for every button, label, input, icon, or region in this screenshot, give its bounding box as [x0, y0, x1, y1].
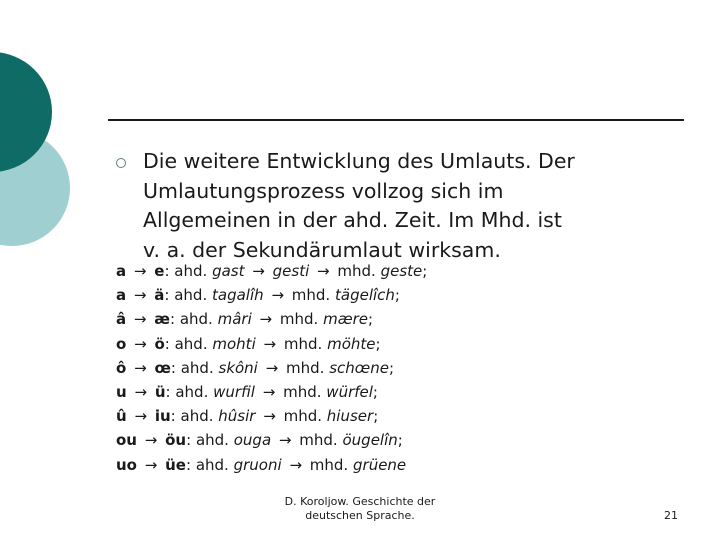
- vowel-to: e: [154, 262, 165, 280]
- semicolon: ;: [375, 334, 381, 353]
- example-row: [116, 380, 676, 404]
- footer-line: D. Koroljow. Geschichte der: [284, 495, 436, 508]
- ahd-label: ahd.: [179, 310, 213, 329]
- mhd-label: mhd.: [283, 407, 323, 426]
- vowel-from: â: [116, 310, 127, 329]
- semicolon: ;: [397, 431, 403, 450]
- vowel-to: ö: [154, 334, 165, 353]
- mhd-form: grüene: [353, 455, 407, 474]
- semicolon: ;: [422, 262, 428, 280]
- example-row: [116, 307, 676, 331]
- ahd-form: wurfil: [213, 383, 255, 402]
- example-row: [116, 283, 676, 307]
- colon: :: [165, 383, 171, 402]
- mhd-form: möhte: [327, 334, 376, 353]
- example-row: [116, 332, 676, 356]
- arrow-icon: →: [134, 383, 148, 402]
- semicolon: ;: [373, 407, 379, 426]
- ahd-label: ahd.: [174, 286, 208, 305]
- corner-decoration: [0, 0, 110, 300]
- arrow-icon: →: [263, 407, 276, 426]
- intro-line: Allgemeinen in der ahd. Zeit. Im Mhd. ist: [143, 208, 562, 232]
- colon: :: [170, 407, 176, 426]
- colon: :: [170, 358, 176, 377]
- mhd-form: tägelîch: [335, 286, 395, 305]
- page-number: 21: [664, 509, 678, 522]
- arrow-icon: →: [144, 431, 158, 450]
- ahd-label: ahd.: [195, 431, 229, 450]
- mhd-form: geste: [380, 262, 423, 280]
- ahd-form: ouga: [233, 431, 272, 450]
- colon: :: [164, 334, 170, 353]
- intro-line: Umlautungsprozess vollzog sich im: [143, 178, 504, 203]
- mhd-form: schœne: [329, 358, 389, 377]
- semicolon: ;: [394, 286, 400, 305]
- arrow-icon: →: [133, 262, 147, 280]
- colon: :: [186, 431, 192, 450]
- umlaut-examples-list: [116, 259, 676, 477]
- mhd-label: mhd.: [283, 334, 323, 353]
- vowel-from: u: [116, 383, 127, 402]
- vowel-to: üe: [165, 455, 186, 474]
- semicolon: ;: [368, 310, 374, 329]
- example-row: [116, 356, 676, 380]
- ahd-label: ahd.: [195, 455, 229, 474]
- arrow-icon: →: [262, 383, 276, 402]
- ahd-form: mohti: [212, 334, 256, 353]
- mhd-label: mhd.: [309, 455, 349, 474]
- ahd-form: gesti: [272, 262, 310, 280]
- arrow-icon: →: [144, 455, 158, 474]
- ahd-form: skôni: [218, 358, 258, 377]
- semicolon: ;: [372, 383, 378, 402]
- semicolon: ;: [388, 358, 394, 377]
- corner-decoration-graphic: [0, 0, 110, 300]
- example-row: [116, 428, 676, 452]
- vowel-to: œ: [154, 358, 171, 377]
- colon: :: [185, 455, 192, 474]
- vowel-to: ä: [154, 286, 165, 305]
- colon: :: [164, 262, 170, 280]
- arrow-icon: →: [133, 310, 147, 329]
- arrow-icon: →: [278, 431, 292, 450]
- vowel-from: uo: [116, 455, 137, 474]
- arrow-icon: →: [259, 310, 273, 329]
- mhd-form: hiuser: [326, 407, 374, 426]
- mhd-form: würfel: [326, 383, 373, 402]
- ahd-form: hûsir: [218, 407, 256, 426]
- arrow-icon: →: [271, 286, 285, 305]
- ahd-label: ahd.: [174, 334, 208, 353]
- colon: :: [169, 310, 176, 329]
- mhd-label: mhd.: [291, 286, 331, 305]
- arrow-icon: →: [252, 262, 265, 280]
- mhd-form: mære: [323, 310, 369, 329]
- vowel-from: a: [116, 262, 127, 280]
- mhd-label: mhd.: [283, 383, 322, 402]
- ahd-label: ahd.: [180, 407, 214, 426]
- arrow-icon: →: [134, 334, 147, 353]
- mhd-label: mhd.: [299, 431, 338, 450]
- example-row: [116, 453, 676, 477]
- arrow-icon: →: [265, 358, 279, 377]
- arrow-icon: →: [263, 334, 277, 353]
- colon: :: [164, 286, 170, 305]
- vowel-from: o: [116, 334, 127, 353]
- arrow-icon: →: [134, 358, 147, 377]
- intro-paragraph: [143, 147, 703, 265]
- ahd-form: tagalîh: [212, 286, 264, 305]
- intro-line: v. a. der Sekundärumlaut wirksam.: [143, 237, 501, 262]
- ahd-label: ahd.: [174, 262, 208, 280]
- mhd-label: mhd.: [286, 358, 325, 377]
- vowel-from: ô: [116, 358, 127, 377]
- ahd-label: ahd.: [175, 383, 209, 402]
- ahd-form: gast: [212, 262, 245, 280]
- bullet-icon: [116, 158, 126, 168]
- footer-line: deutschen Sprache.: [305, 509, 415, 522]
- ahd-form: mâri: [217, 310, 252, 329]
- mhd-label: mhd.: [279, 310, 319, 329]
- example-row: [116, 259, 676, 283]
- vowel-from: û: [116, 407, 127, 426]
- vowel-to: öu: [165, 431, 187, 450]
- vowel-to: æ: [154, 310, 170, 329]
- arrow-icon: →: [133, 286, 147, 305]
- footer-citation: [255, 495, 465, 523]
- vowel-to: ü: [154, 383, 166, 402]
- arrow-icon: →: [134, 407, 148, 426]
- vowel-from: a: [116, 286, 127, 305]
- mhd-label: mhd.: [337, 262, 376, 280]
- top-divider: [108, 119, 684, 121]
- vowel-to: iu: [154, 407, 171, 426]
- ahd-form: gruoni: [233, 455, 282, 474]
- example-row: [116, 404, 676, 428]
- arrow-icon: →: [317, 262, 330, 280]
- vowel-from: ou: [116, 431, 137, 450]
- ahd-label: ahd.: [180, 358, 214, 377]
- arrow-icon: →: [289, 455, 303, 474]
- mhd-form: öugelîn: [342, 431, 398, 450]
- intro-line: Die weitere Entwicklung des Umlauts. Der: [143, 149, 575, 173]
